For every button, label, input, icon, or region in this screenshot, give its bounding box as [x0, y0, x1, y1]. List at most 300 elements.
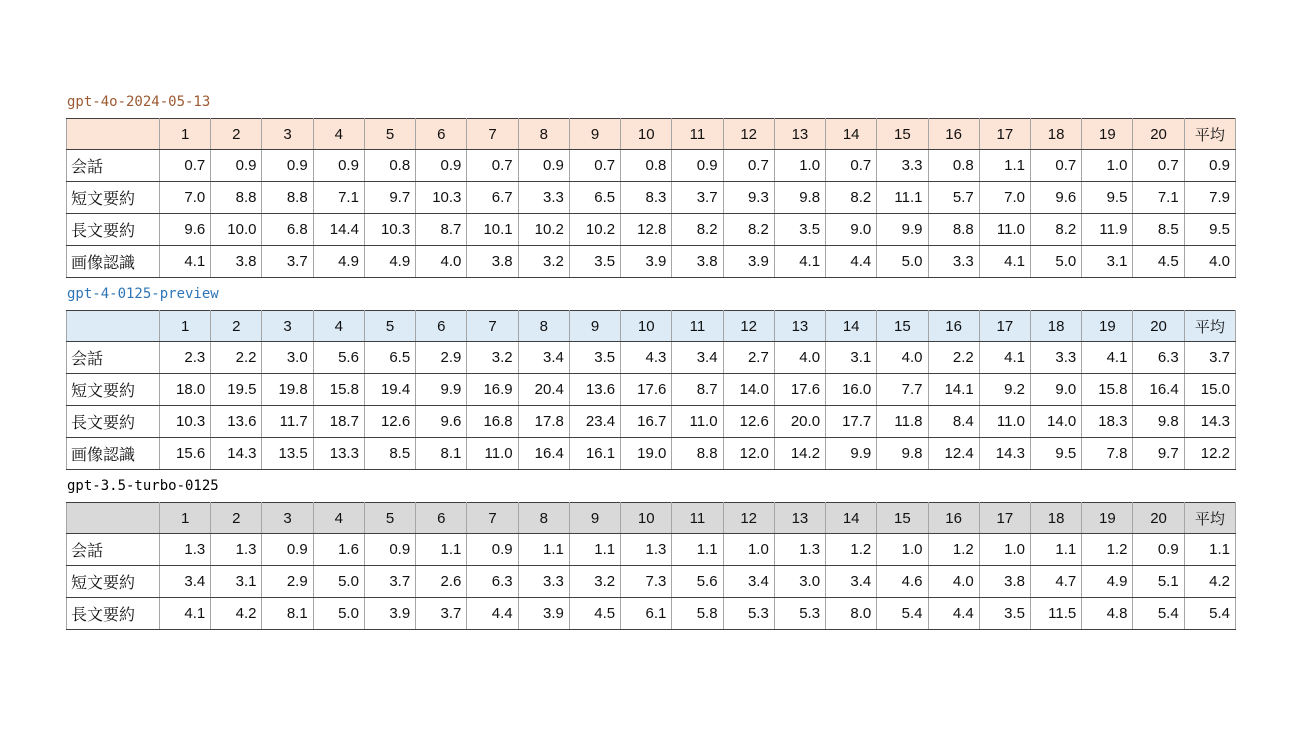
value-cell: 15.8 [313, 374, 364, 406]
value-cell: 3.5 [774, 214, 825, 246]
value-cell: 8.0 [826, 598, 877, 630]
value-cell: 12.6 [364, 406, 415, 438]
value-cell: 16.0 [826, 374, 877, 406]
value-cell: 4.4 [826, 246, 877, 278]
value-cell: 1.1 [416, 534, 467, 566]
value-cell: 0.7 [1133, 150, 1184, 182]
value-cell: 4.5 [1133, 246, 1184, 278]
value-cell: 6.3 [1133, 342, 1184, 374]
table-row [67, 438, 1236, 470]
value-cell: 4.2 [211, 598, 262, 630]
trial-column-header: 13 [774, 119, 825, 150]
value-cell: 8.5 [1133, 214, 1184, 246]
table-row [67, 406, 1236, 438]
model-section-gpt-4o [66, 94, 1238, 278]
value-cell: 4.0 [928, 566, 979, 598]
value-cell: 18.0 [160, 374, 211, 406]
trial-column-header: 3 [262, 119, 313, 150]
value-cell: 0.7 [160, 150, 211, 182]
value-cell: 3.4 [160, 566, 211, 598]
value-cell: 5.6 [313, 342, 364, 374]
table-row [67, 374, 1236, 406]
value-cell: 6.1 [621, 598, 672, 630]
value-cell: 16.1 [569, 438, 620, 470]
value-cell: 11.0 [979, 214, 1030, 246]
value-cell: 5.3 [774, 598, 825, 630]
trial-column-header: 16 [928, 311, 979, 342]
trial-column-header: 4 [313, 311, 364, 342]
trial-column-header: 18 [1030, 503, 1081, 534]
value-cell: 4.8 [1082, 598, 1133, 630]
value-cell: 9.8 [774, 182, 825, 214]
value-cell: 20.0 [774, 406, 825, 438]
trial-column-header: 6 [416, 119, 467, 150]
value-cell: 8.1 [416, 438, 467, 470]
header-row [67, 119, 1236, 150]
value-cell: 0.9 [262, 150, 313, 182]
value-cell: 23.4 [569, 406, 620, 438]
value-cell: 17.7 [826, 406, 877, 438]
value-cell: 8.2 [826, 182, 877, 214]
value-cell: 10.2 [518, 214, 569, 246]
value-cell: 10.2 [569, 214, 620, 246]
value-cell: 0.8 [621, 150, 672, 182]
average-cell: 3.7 [1184, 342, 1235, 374]
value-cell: 1.1 [979, 150, 1030, 182]
value-cell: 11.8 [877, 406, 928, 438]
trial-column-header: 2 [211, 311, 262, 342]
value-cell: 8.2 [1030, 214, 1081, 246]
trial-column-header: 13 [774, 311, 825, 342]
value-cell: 11.7 [262, 406, 313, 438]
row-label: 画像認識 [67, 246, 160, 278]
value-cell: 4.1 [1082, 342, 1133, 374]
value-cell: 0.9 [364, 534, 415, 566]
value-cell: 9.8 [877, 438, 928, 470]
value-cell: 4.1 [160, 246, 211, 278]
trial-column-header: 6 [416, 503, 467, 534]
value-cell: 3.7 [672, 182, 723, 214]
value-cell: 9.6 [416, 406, 467, 438]
value-cell: 8.4 [928, 406, 979, 438]
value-cell: 1.2 [826, 534, 877, 566]
value-cell: 0.8 [928, 150, 979, 182]
trial-column-header: 14 [826, 311, 877, 342]
value-cell: 2.3 [160, 342, 211, 374]
value-cell: 0.7 [467, 150, 518, 182]
value-cell: 5.4 [877, 598, 928, 630]
row-label: 短文要約 [67, 566, 160, 598]
value-cell: 3.1 [1082, 246, 1133, 278]
value-cell: 1.3 [774, 534, 825, 566]
value-cell: 3.3 [518, 182, 569, 214]
value-cell: 8.2 [672, 214, 723, 246]
value-cell: 16.4 [518, 438, 569, 470]
value-cell: 4.1 [979, 342, 1030, 374]
value-cell: 6.8 [262, 214, 313, 246]
trial-column-header: 12 [723, 503, 774, 534]
table-row [67, 342, 1236, 374]
row-label: 長文要約 [67, 214, 160, 246]
row-label: 会話 [67, 534, 160, 566]
trial-column-header: 17 [979, 311, 1030, 342]
value-cell: 3.4 [826, 566, 877, 598]
trial-column-header: 5 [364, 503, 415, 534]
benchmark-table [66, 310, 1236, 470]
value-cell: 9.8 [1133, 406, 1184, 438]
value-cell: 7.1 [313, 182, 364, 214]
value-cell: 9.0 [826, 214, 877, 246]
value-cell: 3.9 [723, 246, 774, 278]
trial-column-header: 3 [262, 311, 313, 342]
row-label: 会話 [67, 150, 160, 182]
value-cell: 11.9 [1082, 214, 1133, 246]
value-cell: 9.7 [1133, 438, 1184, 470]
value-cell: 0.9 [1133, 534, 1184, 566]
model-title: gpt-4o-2024-05-13 [67, 94, 211, 110]
value-cell: 3.5 [569, 342, 620, 374]
average-cell: 4.0 [1184, 246, 1235, 278]
value-cell: 19.4 [364, 374, 415, 406]
value-cell: 1.1 [569, 534, 620, 566]
value-cell: 11.0 [979, 406, 1030, 438]
value-cell: 3.7 [262, 246, 313, 278]
trial-column-header: 13 [774, 503, 825, 534]
table-row [67, 598, 1236, 630]
value-cell: 17.8 [518, 406, 569, 438]
trial-column-header: 12 [723, 119, 774, 150]
average-cell: 4.2 [1184, 566, 1235, 598]
value-cell: 14.2 [774, 438, 825, 470]
header-row [67, 503, 1236, 534]
value-cell: 14.0 [723, 374, 774, 406]
value-cell: 0.7 [569, 150, 620, 182]
value-cell: 20.4 [518, 374, 569, 406]
value-cell: 4.4 [928, 598, 979, 630]
value-cell: 0.9 [313, 150, 364, 182]
value-cell: 3.4 [723, 566, 774, 598]
value-cell: 3.9 [621, 246, 672, 278]
trial-column-header: 20 [1133, 503, 1184, 534]
value-cell: 18.7 [313, 406, 364, 438]
value-cell: 12.0 [723, 438, 774, 470]
table-row [67, 214, 1236, 246]
value-cell: 3.2 [569, 566, 620, 598]
value-cell: 5.4 [1133, 598, 1184, 630]
value-cell: 4.4 [467, 598, 518, 630]
trial-column-header: 12 [723, 311, 774, 342]
model-title: gpt-4-0125-preview [67, 286, 219, 302]
value-cell: 3.8 [979, 566, 1030, 598]
value-cell: 0.9 [672, 150, 723, 182]
value-cell: 7.0 [160, 182, 211, 214]
value-cell: 14.3 [979, 438, 1030, 470]
trial-column-header: 15 [877, 119, 928, 150]
value-cell: 8.8 [672, 438, 723, 470]
value-cell: 3.4 [518, 342, 569, 374]
value-cell: 9.6 [1030, 182, 1081, 214]
trial-column-header: 19 [1082, 503, 1133, 534]
trial-column-header: 17 [979, 119, 1030, 150]
value-cell: 1.0 [774, 150, 825, 182]
value-cell: 3.2 [467, 342, 518, 374]
value-cell: 2.9 [262, 566, 313, 598]
value-cell: 5.6 [672, 566, 723, 598]
value-cell: 1.1 [672, 534, 723, 566]
value-cell: 10.3 [364, 214, 415, 246]
value-cell: 0.7 [1030, 150, 1081, 182]
value-cell: 4.1 [979, 246, 1030, 278]
value-cell: 1.1 [518, 534, 569, 566]
table-row [67, 246, 1236, 278]
value-cell: 8.8 [928, 214, 979, 246]
value-cell: 1.2 [1082, 534, 1133, 566]
value-cell: 13.6 [569, 374, 620, 406]
trial-column-header: 7 [467, 503, 518, 534]
value-cell: 0.9 [211, 150, 262, 182]
value-cell: 0.9 [518, 150, 569, 182]
value-cell: 0.8 [364, 150, 415, 182]
value-cell: 4.5 [569, 598, 620, 630]
average-cell: 5.4 [1184, 598, 1235, 630]
value-cell: 0.9 [467, 534, 518, 566]
value-cell: 9.9 [877, 214, 928, 246]
trial-column-header: 17 [979, 503, 1030, 534]
value-cell: 3.7 [416, 598, 467, 630]
average-cell: 14.3 [1184, 406, 1235, 438]
value-cell: 8.2 [723, 214, 774, 246]
value-cell: 3.8 [467, 246, 518, 278]
average-column-header: 平均 [1184, 503, 1235, 534]
value-cell: 1.0 [1082, 150, 1133, 182]
value-cell: 8.8 [211, 182, 262, 214]
value-cell: 7.1 [1133, 182, 1184, 214]
value-cell: 12.8 [621, 214, 672, 246]
value-cell: 7.3 [621, 566, 672, 598]
row-label: 短文要約 [67, 374, 160, 406]
value-cell: 5.7 [928, 182, 979, 214]
value-cell: 3.9 [518, 598, 569, 630]
value-cell: 2.6 [416, 566, 467, 598]
value-cell: 7.7 [877, 374, 928, 406]
value-cell: 3.3 [1030, 342, 1081, 374]
trial-column-header: 14 [826, 503, 877, 534]
value-cell: 16.7 [621, 406, 672, 438]
value-cell: 16.4 [1133, 374, 1184, 406]
value-cell: 0.7 [723, 150, 774, 182]
value-cell: 3.3 [518, 566, 569, 598]
value-cell: 9.2 [979, 374, 1030, 406]
value-cell: 1.3 [211, 534, 262, 566]
table-row [67, 182, 1236, 214]
value-cell: 5.3 [723, 598, 774, 630]
model-title: gpt-3.5-turbo-0125 [67, 478, 219, 494]
trial-column-header: 19 [1082, 119, 1133, 150]
trial-column-header: 1 [160, 311, 211, 342]
value-cell: 0.9 [262, 534, 313, 566]
model-section-gpt-4-preview [66, 286, 1238, 470]
trial-column-header: 11 [672, 503, 723, 534]
value-cell: 4.6 [877, 566, 928, 598]
average-column-header: 平均 [1184, 119, 1235, 150]
value-cell: 4.0 [877, 342, 928, 374]
value-cell: 9.9 [416, 374, 467, 406]
value-cell: 14.3 [211, 438, 262, 470]
trial-column-header: 2 [211, 503, 262, 534]
value-cell: 1.1 [1030, 534, 1081, 566]
trial-column-header: 5 [364, 119, 415, 150]
trial-column-header: 1 [160, 503, 211, 534]
value-cell: 3.0 [262, 342, 313, 374]
trial-column-header: 10 [621, 503, 672, 534]
trial-column-header: 8 [518, 119, 569, 150]
value-cell: 14.1 [928, 374, 979, 406]
trial-column-header: 10 [621, 311, 672, 342]
value-cell: 1.0 [877, 534, 928, 566]
value-cell: 8.3 [621, 182, 672, 214]
value-cell: 1.3 [621, 534, 672, 566]
value-cell: 9.5 [1082, 182, 1133, 214]
trial-column-header: 20 [1133, 311, 1184, 342]
value-cell: 10.3 [416, 182, 467, 214]
value-cell: 19.5 [211, 374, 262, 406]
average-column-header: 平均 [1184, 311, 1235, 342]
value-cell: 1.3 [160, 534, 211, 566]
value-cell: 3.4 [672, 342, 723, 374]
table-row [67, 566, 1236, 598]
value-cell: 5.0 [313, 598, 364, 630]
average-cell: 15.0 [1184, 374, 1235, 406]
value-cell: 1.2 [928, 534, 979, 566]
trial-column-header: 10 [621, 119, 672, 150]
value-cell: 11.0 [467, 438, 518, 470]
value-cell: 4.9 [313, 246, 364, 278]
trial-column-header: 20 [1133, 119, 1184, 150]
trial-column-header: 7 [467, 119, 518, 150]
value-cell: 15.8 [1082, 374, 1133, 406]
corner-cell [67, 119, 160, 150]
value-cell: 3.7 [364, 566, 415, 598]
trial-column-header: 11 [672, 311, 723, 342]
trial-column-header: 9 [569, 503, 620, 534]
value-cell: 17.6 [774, 374, 825, 406]
value-cell: 9.6 [160, 214, 211, 246]
value-cell: 4.1 [774, 246, 825, 278]
value-cell: 9.0 [1030, 374, 1081, 406]
corner-cell [67, 503, 160, 534]
value-cell: 7.0 [979, 182, 1030, 214]
header-row [67, 311, 1236, 342]
trial-column-header: 11 [672, 119, 723, 150]
trial-column-header: 18 [1030, 311, 1081, 342]
value-cell: 8.5 [364, 438, 415, 470]
average-cell: 12.2 [1184, 438, 1235, 470]
value-cell: 12.4 [928, 438, 979, 470]
trial-column-header: 15 [877, 311, 928, 342]
value-cell: 6.5 [569, 182, 620, 214]
value-cell: 0.9 [416, 150, 467, 182]
trial-column-header: 3 [262, 503, 313, 534]
value-cell: 15.6 [160, 438, 211, 470]
corner-cell [67, 311, 160, 342]
trial-column-header: 4 [313, 503, 364, 534]
trial-column-header: 19 [1082, 311, 1133, 342]
trial-column-header: 5 [364, 311, 415, 342]
benchmark-table [66, 118, 1236, 278]
value-cell: 3.5 [569, 246, 620, 278]
value-cell: 11.0 [672, 406, 723, 438]
benchmark-table [66, 502, 1236, 630]
value-cell: 6.7 [467, 182, 518, 214]
value-cell: 16.9 [467, 374, 518, 406]
trial-column-header: 15 [877, 503, 928, 534]
row-label: 会話 [67, 342, 160, 374]
value-cell: 2.9 [416, 342, 467, 374]
trial-column-header: 9 [569, 311, 620, 342]
value-cell: 1.0 [979, 534, 1030, 566]
value-cell: 19.8 [262, 374, 313, 406]
table-row [67, 150, 1236, 182]
value-cell: 8.1 [262, 598, 313, 630]
value-cell: 2.2 [211, 342, 262, 374]
value-cell: 3.0 [774, 566, 825, 598]
value-cell: 9.9 [826, 438, 877, 470]
value-cell: 3.2 [518, 246, 569, 278]
value-cell: 7.8 [1082, 438, 1133, 470]
value-cell: 5.1 [1133, 566, 1184, 598]
trial-column-header: 7 [467, 311, 518, 342]
average-cell: 0.9 [1184, 150, 1235, 182]
row-label: 画像認識 [67, 438, 160, 470]
value-cell: 13.5 [262, 438, 313, 470]
value-cell: 10.3 [160, 406, 211, 438]
trial-column-header: 9 [569, 119, 620, 150]
value-cell: 8.8 [262, 182, 313, 214]
value-cell: 9.7 [364, 182, 415, 214]
value-cell: 1.0 [723, 534, 774, 566]
value-cell: 10.1 [467, 214, 518, 246]
value-cell: 10.0 [211, 214, 262, 246]
value-cell: 3.3 [877, 150, 928, 182]
value-cell: 14.4 [313, 214, 364, 246]
value-cell: 5.0 [877, 246, 928, 278]
value-cell: 14.0 [1030, 406, 1081, 438]
average-cell: 9.5 [1184, 214, 1235, 246]
value-cell: 3.5 [979, 598, 1030, 630]
value-cell: 3.8 [211, 246, 262, 278]
value-cell: 4.0 [774, 342, 825, 374]
trial-column-header: 18 [1030, 119, 1081, 150]
row-label: 長文要約 [67, 406, 160, 438]
value-cell: 5.0 [1030, 246, 1081, 278]
trial-column-header: 8 [518, 311, 569, 342]
value-cell: 18.3 [1082, 406, 1133, 438]
trial-column-header: 1 [160, 119, 211, 150]
trial-column-header: 6 [416, 311, 467, 342]
value-cell: 9.5 [1030, 438, 1081, 470]
table-row [67, 534, 1236, 566]
value-cell: 17.6 [621, 374, 672, 406]
value-cell: 11.1 [877, 182, 928, 214]
model-section-gpt-3-5-turbo [66, 478, 1238, 630]
value-cell: 3.1 [211, 566, 262, 598]
value-cell: 8.7 [672, 374, 723, 406]
value-cell: 5.0 [313, 566, 364, 598]
trial-column-header: 14 [826, 119, 877, 150]
value-cell: 1.6 [313, 534, 364, 566]
value-cell: 3.1 [826, 342, 877, 374]
trial-column-header: 16 [928, 503, 979, 534]
